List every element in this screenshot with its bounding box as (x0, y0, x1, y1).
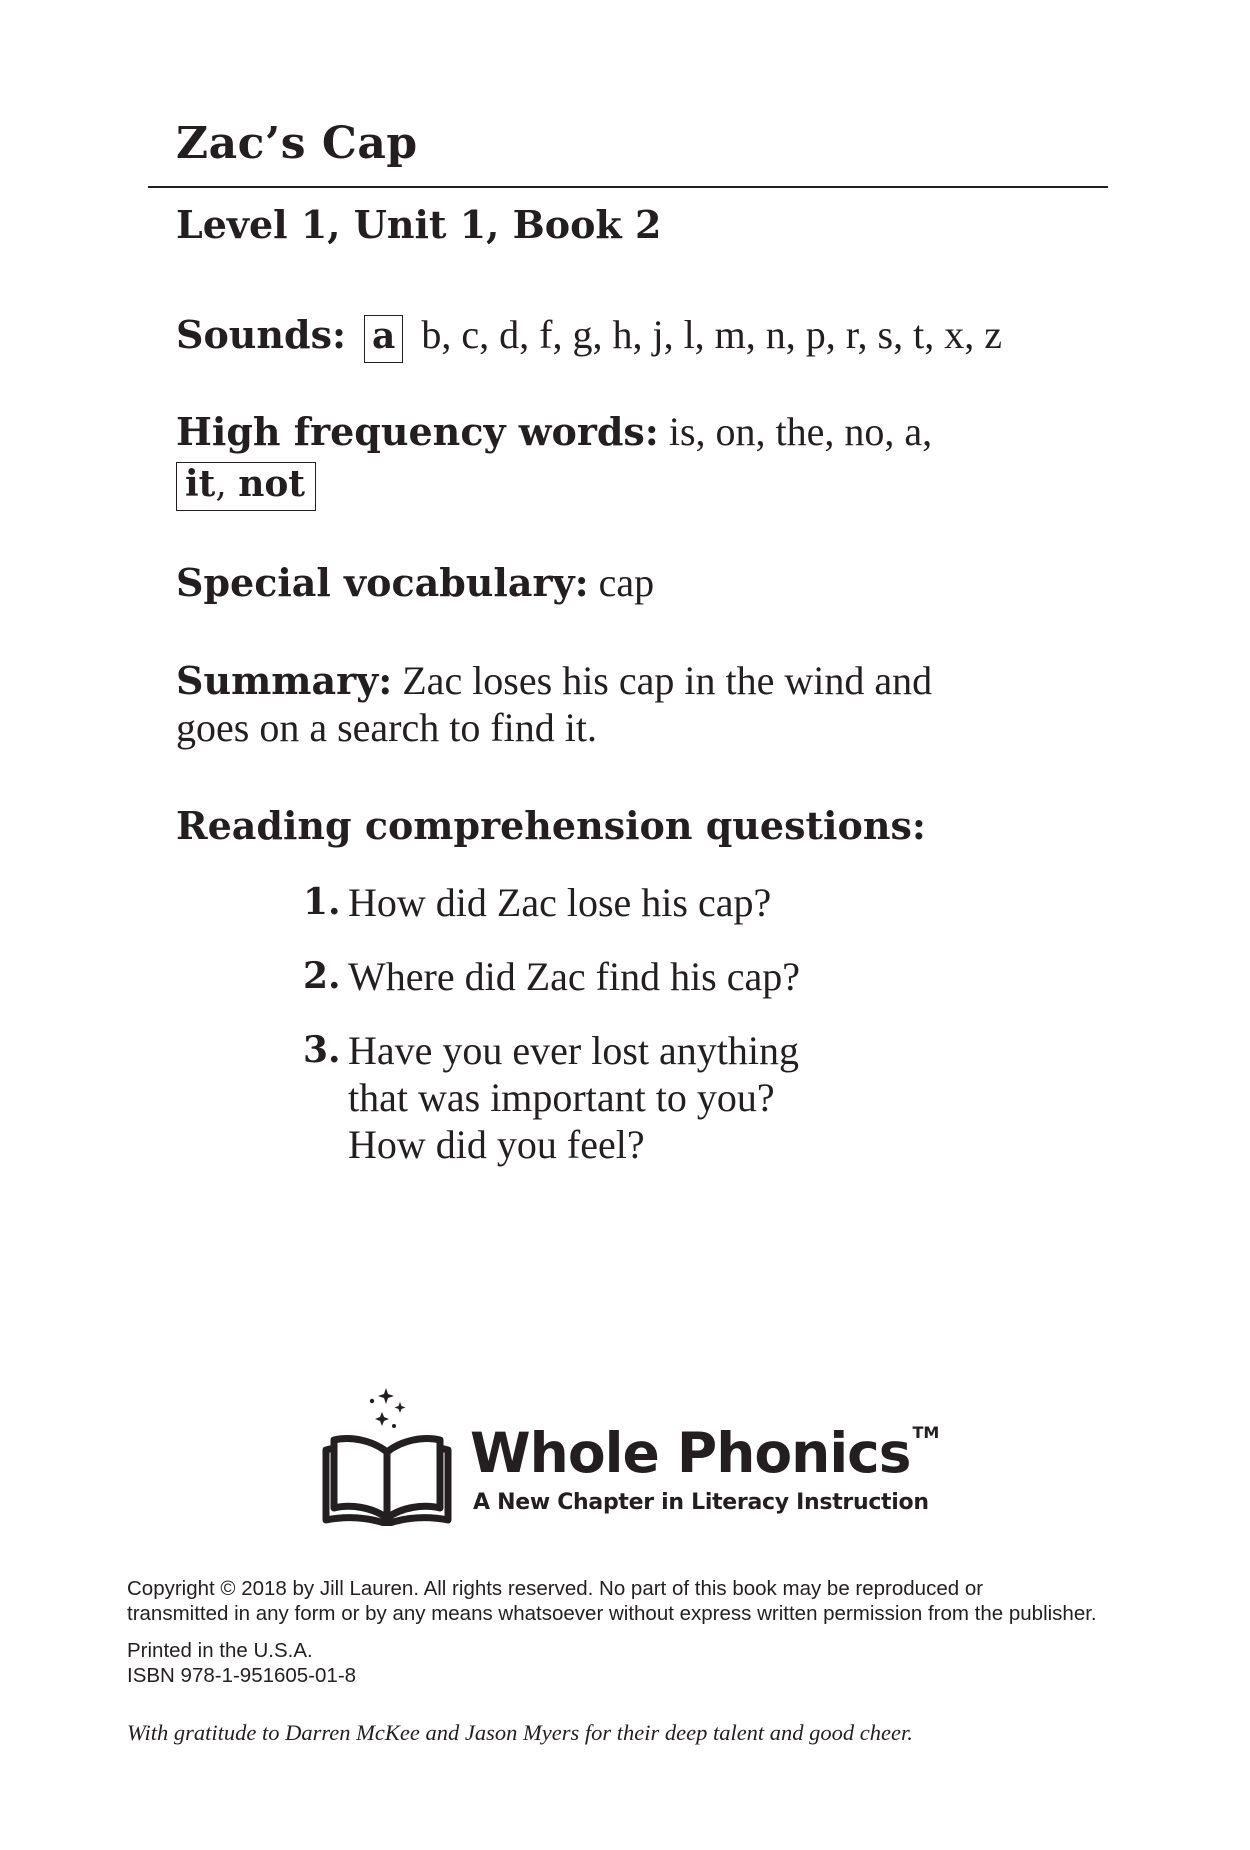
question-number: 1. (303, 881, 341, 923)
hf-words-line (176, 409, 933, 454)
dedication: With gratitude to Darren McKee and Jason Myers for their deep talent and good cheer. (127, 1720, 913, 1745)
question-3 (303, 1027, 799, 1168)
question-text-line: Have you ever lost anything (348, 1028, 799, 1073)
special-vocab-label: Special vocabulary: (176, 560, 589, 605)
question-text-line: How did you feel? (348, 1122, 645, 1167)
question-1 (303, 879, 771, 926)
comprehension-heading: Reading comprehension questions: (176, 803, 926, 848)
question-text: Where did Zac find his cap? (348, 954, 801, 999)
special-vocab-text: cap (598, 560, 655, 605)
new-sound-box: a (364, 315, 403, 363)
title-divider (148, 186, 1108, 188)
book-level: Level 1, Unit 1, Book 2 (176, 202, 662, 247)
summary-line-1 (176, 658, 933, 703)
hf-new-word-not: not (238, 463, 306, 505)
summary-line-2: goes on a search to find it. (176, 705, 597, 750)
question-2 (303, 953, 800, 1000)
sounds-line (176, 312, 1002, 363)
brand-tagline: A New Chapter in Literacy Instruction (473, 1490, 929, 1515)
hf-words-list: is, on, the, no, a, (668, 409, 933, 454)
trademark-symbol: TM (912, 1423, 940, 1442)
sounds-list: b, c, d, f, g, h, j, l, m, n, p, r, s, t, x, z (421, 312, 1002, 357)
printed-in: Printed in the U.S.A. (127, 1639, 313, 1662)
hf-new-word-it: it (185, 463, 216, 505)
copyright-line-1: Copyright © 2018 by Jill Lauren. All rights reserved. No part of this book may be reproduced or (127, 1577, 984, 1600)
isbn: ISBN 978-1-951605-01-8 (127, 1664, 357, 1687)
special-vocab-line (176, 560, 655, 605)
question-text: How did Zac lose his cap? (348, 880, 772, 925)
question-number: 3. (303, 1029, 341, 1071)
hf-words-label: High frequency words: (176, 409, 659, 454)
question-text-line: that was important to you? (348, 1075, 775, 1120)
sounds-label: Sounds: (176, 312, 347, 357)
question-number: 2. (303, 955, 341, 997)
brand-name: Whole Phonics ™ (470, 1421, 940, 1485)
summary-text-1: Zac loses his cap in the wind and (402, 658, 933, 703)
book-title: Zac’s Cap (176, 118, 418, 169)
open-book-sparkle-icon (322, 1386, 452, 1526)
summary-label: Summary: (176, 658, 393, 703)
hf-new-word-separator: , (215, 464, 239, 505)
hf-new-words-box (176, 462, 316, 511)
copyright-line-2: transmitted in any form or by any means whatsoever without express written permission from the publisher. (127, 1602, 1097, 1625)
